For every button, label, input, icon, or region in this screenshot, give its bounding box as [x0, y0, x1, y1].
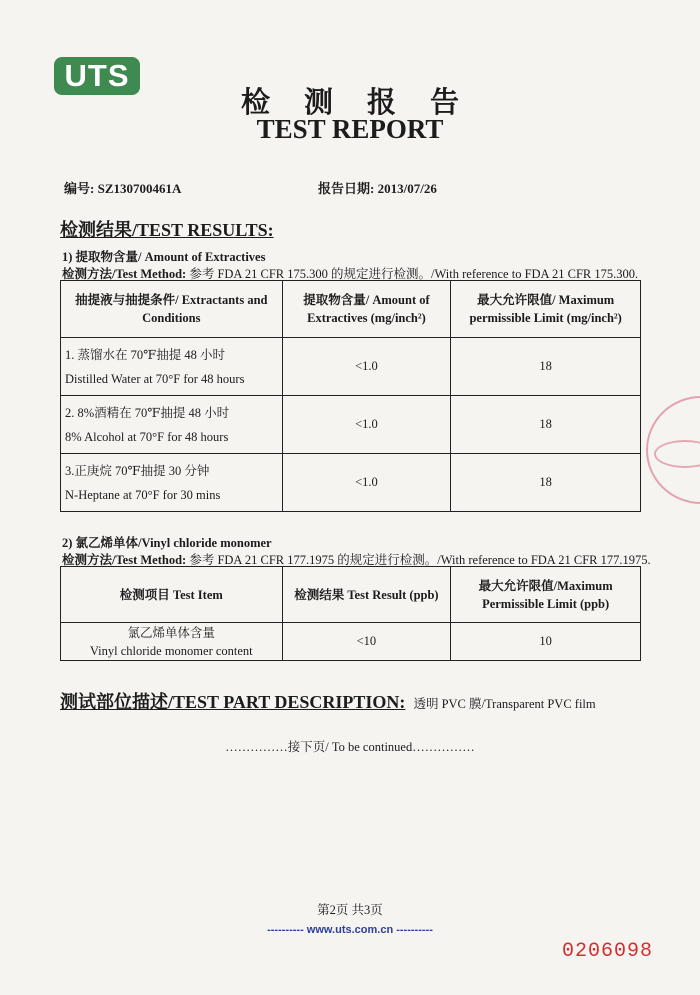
- condition-cell: [61, 396, 283, 454]
- section2-method-label: 检测方法/Test Method:: [62, 553, 187, 567]
- limit-cell: 10: [451, 623, 641, 661]
- header-amount: 提取物含量/ Amount of Extractives (mg/inch²): [282, 281, 451, 338]
- section1-title: 1) 提取物含量/ Amount of Extractives: [62, 250, 266, 264]
- table-row: [61, 396, 641, 454]
- condition-cell: [61, 454, 283, 512]
- continued-note: ……………接下页/ To be continued……………: [225, 740, 475, 754]
- serial-number: 0206098: [562, 940, 654, 963]
- report-date-value: 2013/07/26: [377, 181, 437, 196]
- result-cell: <1.0: [282, 454, 451, 512]
- section2-method-text: 参考 FDA 21 CFR 177.1975 的规定进行检测。/With reference to FDA 21 CFR 177.1975.: [186, 553, 651, 567]
- test-item-cell: [61, 623, 283, 661]
- table-row: [61, 338, 641, 396]
- test-item-en: Vinyl chloride monomer content: [89, 643, 253, 658]
- header-permissible-limit: 最大允许限值/Maximum Permissible Limit (ppb): [451, 567, 641, 623]
- website-link[interactable]: ---------- www.uts.com.cn ----------: [267, 924, 433, 936]
- condition-cn: 3.正庚烷 70℉抽提 30 分钟: [65, 463, 210, 478]
- limit-cell: 18: [451, 396, 641, 454]
- uts-logo: UTS: [54, 57, 140, 95]
- table-row: [61, 623, 641, 661]
- result-cell: <1.0: [282, 338, 451, 396]
- condition-cell: [61, 338, 283, 396]
- section1-method-label: 检测方法/Test Method:: [62, 267, 187, 281]
- vinyl-chloride-table: [60, 566, 641, 661]
- table-header-row: [61, 567, 641, 623]
- report-date: [318, 178, 437, 197]
- uts-stamp: [646, 396, 700, 506]
- result-cell: <1.0: [282, 396, 451, 454]
- report-number-label: 编号:: [64, 181, 95, 196]
- header-extractants: 抽提液与抽提条件/ Extractants and Conditions: [61, 281, 283, 338]
- limit-cell: 18: [451, 454, 641, 512]
- condition-en: 8% Alcohol at 70°F for 48 hours: [65, 429, 229, 444]
- page-number: 第2页 共3页: [317, 903, 383, 917]
- header-test-item: 检测项目 Test Item: [61, 567, 283, 623]
- section1-method-text: 参考 FDA 21 CFR 175.300 的规定进行检测。/With reference to FDA 21 CFR 175.300.: [186, 267, 639, 281]
- condition-en: N-Heptane at 70°F for 30 mins: [65, 487, 221, 502]
- condition-en: Distilled Water at 70°F for 48 hours: [65, 371, 245, 386]
- report-date-label: 报告日期:: [318, 181, 375, 196]
- test-item-cn: 氯乙烯单体含量: [127, 625, 216, 640]
- limit-cell: 18: [451, 338, 641, 396]
- result-cell: <10: [282, 623, 451, 661]
- report-title-cn: 检测报告: [240, 87, 493, 119]
- test-results-heading: 检测结果/TEST RESULTS:: [60, 220, 274, 240]
- section2-title: 2) 氯乙烯单体/Vinyl chloride monomer: [62, 536, 272, 550]
- test-part-heading: 测试部位描述/TEST PART DESCRIPTION:: [60, 692, 406, 712]
- report-number: [64, 178, 181, 197]
- condition-cn: 1. 蒸馏水在 70℉抽提 48 小时: [65, 347, 225, 362]
- table-row: [61, 454, 641, 512]
- report-number-value: SZ130700461A: [97, 181, 182, 196]
- header-limit: 最大允许限值/ Maximum permissible Limit (mg/inch²): [451, 281, 641, 338]
- report-title-en: TEST REPORT: [256, 114, 444, 144]
- test-part-value: 透明 PVC 膜/Transparent PVC film: [413, 697, 596, 711]
- extractives-table: [60, 280, 641, 512]
- header-test-result: 检测结果 Test Result (ppb): [282, 567, 451, 623]
- test-part-description: [60, 688, 596, 714]
- table-header-row: [61, 281, 641, 338]
- condition-cn: 2. 8%酒精在 70℉抽提 48 小时: [65, 405, 230, 420]
